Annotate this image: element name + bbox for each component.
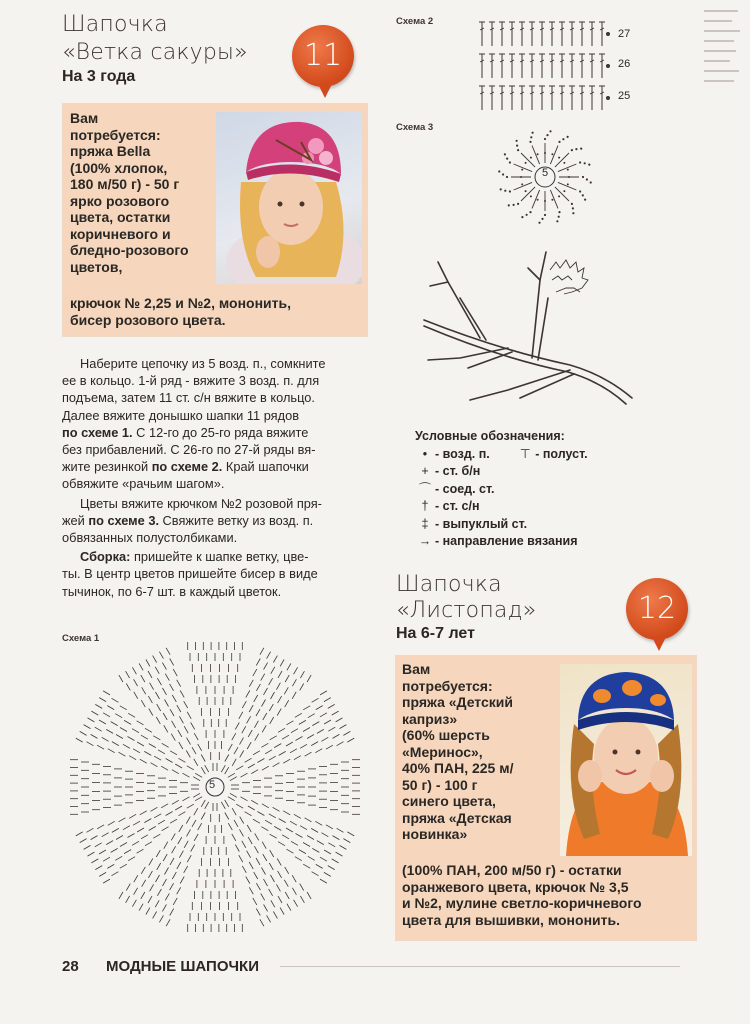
scheme2-label: Схема 2 xyxy=(396,16,434,27)
scheme-ref: по схеме 2. xyxy=(151,459,223,475)
magazine-title: МОДНЫЕ ШАПОЧКИ xyxy=(106,958,259,975)
bleed-line xyxy=(704,10,738,12)
materials-line: цветов, xyxy=(70,258,123,275)
text-line: без прибавлений. С 26-го по 27-й ряды вя- xyxy=(62,442,316,458)
legend-text: - направление вязания xyxy=(435,534,578,548)
scheme1-diagram xyxy=(55,635,375,955)
text-line: подъема, затем 11 ст. с/н вяжите в кольцо. xyxy=(62,390,315,406)
article1-number-badge: 11 xyxy=(292,25,354,87)
materials-line: оранжевого цвета, крючок № 3,5 xyxy=(402,878,629,895)
text-span: Свяжите ветку из возд. п. xyxy=(159,512,314,528)
article1-materials-list xyxy=(70,110,220,275)
scheme1-center-label: 5 xyxy=(208,779,216,791)
materials-line: потребуется: xyxy=(402,677,493,694)
scheme3-flower xyxy=(490,125,600,235)
radial-crochet-chart xyxy=(55,635,375,955)
article1-instructions xyxy=(62,355,374,600)
text-line xyxy=(62,548,374,565)
article1-age: На 3 года xyxy=(62,68,136,85)
bleed-line xyxy=(704,40,734,42)
bleed-line xyxy=(704,80,734,82)
bleed-line xyxy=(704,60,730,62)
bleed-line xyxy=(704,20,732,22)
article1-title-line2: «Ветка сакуры» xyxy=(62,40,248,65)
text-span: пришейте к шапке ветку, цве- xyxy=(130,549,309,565)
single-crochet-symbol: + xyxy=(421,464,429,478)
scheme-ref: по схеме 3. xyxy=(88,512,159,528)
materials-line: синего цвета, xyxy=(402,793,496,809)
legend-item xyxy=(415,481,715,499)
post-stitch-symbol: ‡ xyxy=(421,516,429,531)
text-line: Наберите цепочку из 5 возд. п., сомкните xyxy=(80,356,326,371)
legend-text: - возд. п. xyxy=(435,446,490,461)
materials-line: ярко розового xyxy=(70,192,170,209)
legend-item xyxy=(415,463,715,481)
slip-stitch-symbol: ⌒ xyxy=(418,481,432,496)
materials-line: и №2, мулине светло-коричневого xyxy=(402,895,642,911)
scheme2-diagram xyxy=(478,18,613,113)
text-line: ее в кольцо. 1-й ряд - вяжите 3 возд. п. для xyxy=(62,373,320,389)
direction-arrow-symbol: → xyxy=(418,534,432,548)
legend-item xyxy=(415,498,715,516)
materials-line: бледно-розового xyxy=(70,242,189,258)
materials-line: коричневого и xyxy=(70,225,171,242)
scheme2-row-label: 26 xyxy=(618,58,631,70)
text-line: Далее вяжите донышко шапки 11 рядов xyxy=(62,407,299,423)
badge-tail-icon xyxy=(652,637,666,651)
girl-blue-hat-photo xyxy=(560,664,692,856)
text-line: Цветы вяжите крючком №2 розовой пря- xyxy=(80,495,322,511)
page-number: 28 xyxy=(62,958,79,975)
double-crochet-symbol: † xyxy=(421,499,429,513)
assembly-label: Сборка: xyxy=(80,549,131,565)
text-line xyxy=(62,424,374,441)
text-span: С 12-го до 25-го ряда вяжите xyxy=(132,424,309,440)
article2-number-badge: 12 xyxy=(626,578,688,640)
materials-line: крючок № 2,25 и №2, мононить, xyxy=(70,295,292,311)
bleed-line xyxy=(704,50,736,52)
footer-rule xyxy=(280,966,680,967)
article2-materials-list xyxy=(402,661,562,843)
text-line: ты. В центр цветов пришейте бисер в виде xyxy=(62,566,318,582)
text-line: обвяжите «рачьим шагом». xyxy=(62,476,225,492)
text-line: тычинок, по 6-7 шт. в каждый цветок. xyxy=(62,583,282,599)
article1-title-line1: Шапочка xyxy=(62,12,168,37)
text-line: обвязанных полустолбиками. xyxy=(62,530,238,546)
article1-materials-tail xyxy=(70,295,370,328)
materials-line: 180 м/50 г) - 50 г xyxy=(70,176,180,192)
text-line xyxy=(62,458,374,475)
bleed-line xyxy=(704,30,740,32)
badge-tail-icon xyxy=(318,84,332,98)
materials-line: (100% ПАН, 200 м/50 г) - остатки xyxy=(402,862,622,878)
materials-line: бисер розового цвета. xyxy=(70,311,226,328)
materials-line: пряжа «Детская xyxy=(402,809,512,826)
page-edge-bleed xyxy=(704,10,744,350)
scheme3-label: Схема 3 xyxy=(396,122,434,133)
branch-drawing xyxy=(420,240,640,415)
article2-materials-tail xyxy=(402,862,697,928)
legend-text: - выпуклый ст. xyxy=(435,516,528,531)
legend-item xyxy=(415,533,715,551)
legend-item xyxy=(415,516,715,534)
materials-line: пряжа «Детский xyxy=(402,694,513,710)
flower-chart xyxy=(490,125,600,235)
girl-pink-hat-photo xyxy=(216,112,362,284)
chain-stitch-symbol: • xyxy=(422,446,428,461)
materials-line: 40% ПАН, 225 м/ xyxy=(402,760,514,776)
materials-line: 50 г) - 100 г xyxy=(402,776,478,793)
legend-text: - ст. с/н xyxy=(435,499,480,513)
article2-title-line2: «Листопад» xyxy=(396,598,537,623)
legend-item xyxy=(415,446,715,464)
materials-line: потребуется: xyxy=(70,126,161,143)
text-span: Край шапочки xyxy=(222,459,309,475)
scheme3-center-label: 5 xyxy=(541,167,549,179)
article2-age: На 6-7 лет xyxy=(396,625,475,642)
branch-diagram xyxy=(420,240,640,415)
scheme-ref: по схеме 1. xyxy=(62,424,133,440)
materials-line: (60% шерсть xyxy=(402,727,490,743)
materials-line: Вам xyxy=(70,110,99,126)
materials-line: каприз» xyxy=(402,710,458,727)
materials-line: Вам xyxy=(402,661,431,677)
half-double-symbol: ⊤ xyxy=(519,446,531,461)
ribbing-chart xyxy=(478,18,613,113)
materials-line: цвета для вышивки, мононить. xyxy=(402,911,620,928)
materials-line: (100% хлопок, xyxy=(70,159,168,176)
legend-title: Условные обозначения: xyxy=(415,429,565,443)
legend-text: - ст. б/н xyxy=(435,464,481,478)
article2-title-line1: Шапочка xyxy=(396,572,502,597)
bleed-line xyxy=(704,70,739,72)
scheme1-label: Схема 1 xyxy=(62,633,100,644)
text-line xyxy=(62,512,374,529)
scheme2-row-label: 27 xyxy=(618,28,631,40)
legend-text: - соед. ст. xyxy=(435,481,495,496)
scheme2-row-label: 25 xyxy=(618,90,631,102)
materials-line: новинка» xyxy=(402,826,468,842)
legend xyxy=(415,428,715,551)
materials-line: «Меринос», xyxy=(402,743,483,760)
materials-line: пряжа Bella xyxy=(70,143,151,159)
legend-text: - полуст. xyxy=(535,446,588,461)
materials-line: цвета, остатки xyxy=(70,209,171,225)
text-span: жей xyxy=(62,512,89,528)
text-span: жите резинкой xyxy=(62,459,152,475)
